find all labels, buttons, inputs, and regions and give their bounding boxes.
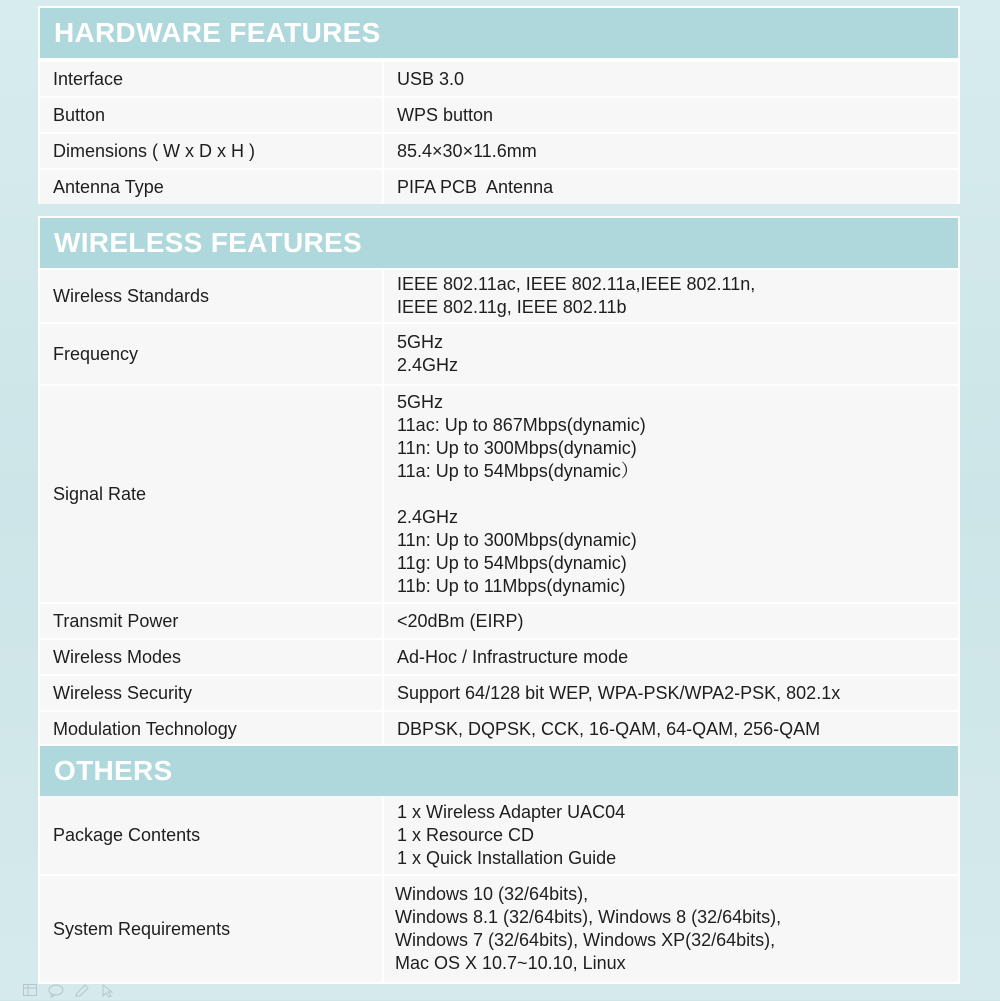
spec-value (382, 796, 958, 874)
spec-value-line: 11b: Up to 11Mbps(dynamic) (397, 575, 626, 596)
spec-row-interface (40, 62, 958, 96)
spec-label: Wireless Modes (53, 646, 182, 667)
spec-row-button (40, 98, 958, 132)
spec-row-signal-rate (40, 386, 958, 602)
spec-label: Antenna Type (53, 176, 164, 197)
spec-value-line: 1 x Wireless Adapter UAC04 (397, 801, 626, 822)
wireless-features-section (38, 216, 960, 746)
spec-value (382, 676, 958, 710)
spec-value (382, 170, 958, 204)
spec-label: Dimensions ( W x D x H ) (53, 140, 256, 161)
spec-label: System Requirements (53, 918, 231, 939)
spec-label: Transmit Power (53, 610, 179, 631)
spec-label: Package Contents (53, 824, 201, 845)
spec-label: Signal Rate (53, 483, 147, 504)
spec-value-line: Windows 10 (32/64bits), (395, 884, 589, 904)
spec-value (382, 324, 958, 384)
spec-value-spacer (397, 483, 958, 506)
viewer-toolbar (22, 983, 116, 999)
spec-value-line: 11ac: Up to 867Mbps(dynamic) (397, 414, 646, 435)
spec-value (382, 604, 958, 638)
spec-row-system-requirements (40, 876, 958, 982)
cursor-icon[interactable] (100, 984, 116, 998)
spec-value-line: Windows 7 (32/64bits), Windows XP(32/64bits), (395, 930, 776, 950)
spec-value (382, 134, 958, 168)
spec-value-line: 5GHz (397, 391, 444, 412)
spec-value-line: IEEE 802.11g, IEEE 802.11b (397, 297, 627, 317)
spec-value (382, 270, 958, 322)
spec-value-line: WPS button (397, 104, 494, 125)
spec-row-transmit-power (40, 604, 958, 638)
spec-value-line: PIFA PCB Antenna (397, 176, 554, 197)
spec-value-line: 11n: Up to 300Mbps(dynamic) (397, 529, 637, 550)
spec-value (382, 98, 958, 132)
spec-label: Wireless Security (53, 682, 193, 703)
spec-label: Interface (53, 68, 124, 89)
spec-label: Frequency (53, 343, 139, 364)
grid-icon[interactable] (22, 984, 38, 998)
spec-label: Modulation Technology (53, 718, 237, 739)
spec-value-line: 85.4×30×11.6mm (397, 140, 537, 161)
spec-value-line: Mac OS X 10.7~10.10, Linux (395, 953, 626, 973)
spec-value-line: 1 x Quick Installation Guide (397, 847, 617, 868)
section-title-wireless: WIRELESS FEATURES (40, 218, 958, 268)
pencil-icon[interactable] (74, 984, 90, 998)
spec-row-wireless-standards (40, 270, 958, 322)
section-title-hardware: HARDWARE FEATURES (40, 8, 958, 58)
hardware-features-section (38, 6, 960, 204)
section-title-others: OTHERS (40, 746, 958, 796)
spec-value-line: 2.4GHz (397, 355, 459, 375)
spec-label: Button (53, 104, 106, 125)
spec-value (382, 712, 958, 746)
spec-value-line: DBPSK, DQPSK, CCK, 16-QAM, 64-QAM, 256-QAM (397, 718, 821, 739)
spec-value-line: 11g: Up to 54Mbps(dynamic) (397, 552, 627, 573)
spec-row-antenna-type (40, 170, 958, 204)
others-section (38, 744, 960, 984)
spec-value (382, 62, 958, 96)
spec-value-line: Ad-Hoc / Infrastructure mode (397, 646, 629, 667)
spec-value-line: Support 64/128 bit WEP, WPA-PSK/WPA2-PSK, 802.1x (397, 682, 841, 703)
spec-value-line: 1 x Resource CD (397, 824, 535, 845)
spec-value-line: 11n: Up to 300Mbps(dynamic) (397, 437, 637, 458)
comment-icon[interactable] (48, 984, 64, 998)
spec-row-modulation-technology (40, 712, 958, 746)
spec-value-line: <20dBm (EIRP) (397, 610, 524, 631)
spec-value-line: 2.4GHz (397, 506, 459, 527)
spec-row-wireless-modes (40, 640, 958, 674)
spec-row-wireless-security (40, 676, 958, 710)
spec-value-line: 5GHz (397, 332, 444, 352)
spec-row-dimensions (40, 134, 958, 168)
spec-value (382, 876, 958, 982)
spec-value-line: IEEE 802.11ac, IEEE 802.11a,IEEE 802.11n, (397, 274, 756, 294)
spec-label: Wireless Standards (53, 285, 210, 306)
spec-row-package-contents (40, 796, 958, 874)
spec-value (382, 640, 958, 674)
spec-value (382, 386, 958, 602)
spec-value-line: Windows 8.1 (32/64bits), Windows 8 (32/64bits), (395, 907, 782, 927)
spec-value-line: USB 3.0 (397, 68, 465, 89)
spec-row-frequency (40, 324, 958, 384)
spec-value-line: 11a: Up to 54Mbps(dynamic） (397, 460, 639, 481)
